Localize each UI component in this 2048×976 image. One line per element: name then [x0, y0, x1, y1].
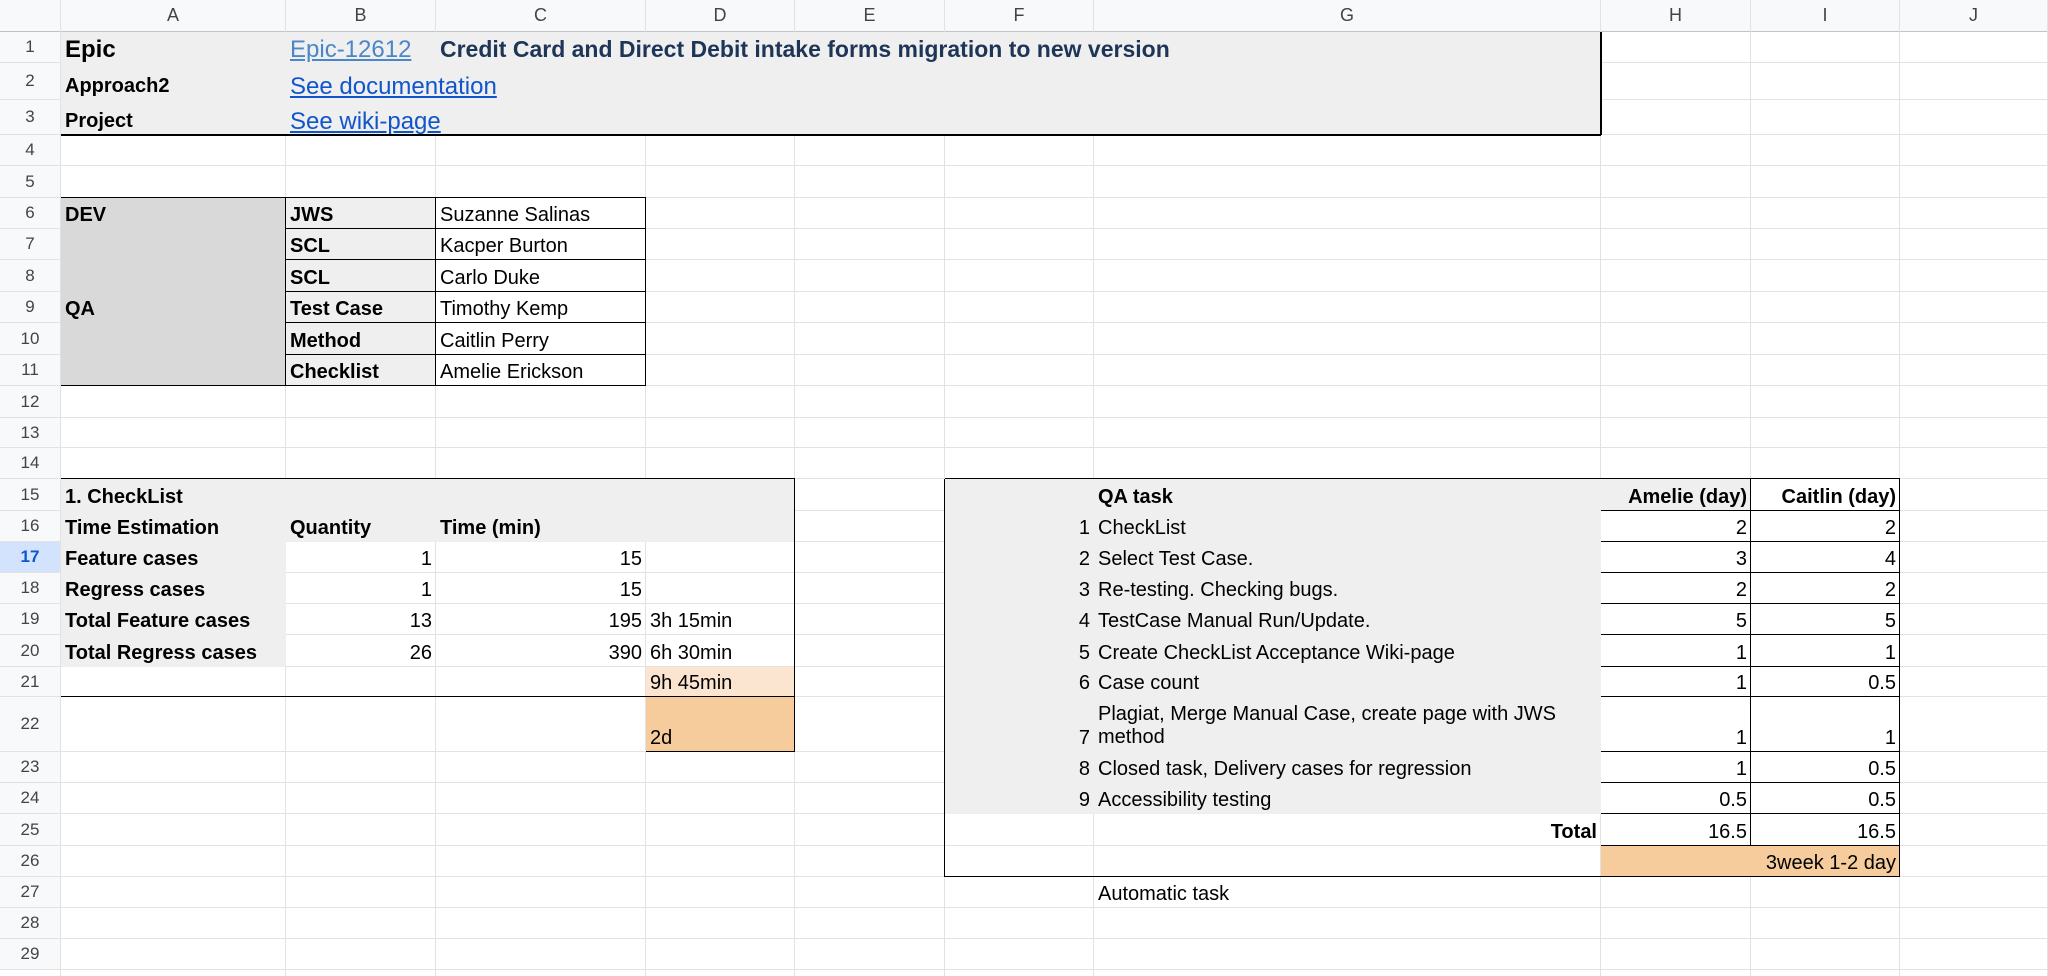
row-header-21[interactable]: 21 [0, 667, 61, 697]
project-label: Project [65, 110, 133, 132]
amelie-days: 1 [1735, 727, 1747, 749]
row-header-15[interactable]: 15 [0, 479, 61, 511]
row-header-16[interactable]: 16 [0, 511, 61, 542]
epic-link[interactable]: Epic-12612 [290, 36, 412, 63]
row-header-17[interactable]: 17 [0, 542, 61, 573]
row-header-18[interactable]: 18 [0, 573, 61, 604]
team-role: JWS [290, 204, 334, 226]
column-header-f[interactable]: F [945, 0, 1094, 32]
row-header-27[interactable]: 27 [0, 877, 61, 908]
checklist-title: 1. CheckList [65, 486, 183, 508]
amelie-days: 1 [1735, 758, 1747, 780]
amelie-days: 2 [1735, 579, 1747, 601]
row-header-3[interactable]: 3 [0, 100, 61, 135]
row-header-13[interactable]: 13 [0, 418, 61, 448]
qa-task-number: 1 [1078, 517, 1090, 539]
qa-task-number: 7 [1078, 727, 1090, 749]
checklist-quantity: 26 [409, 642, 432, 664]
qa-task-name: Select Test Case. [1098, 548, 1254, 570]
amelie-days: 1 [1735, 642, 1747, 664]
qa-total-label: Total [1550, 821, 1597, 843]
border-line [61, 385, 286, 386]
row-header-6[interactable]: 6 [0, 198, 61, 229]
qa-summary: 3week 1-2 day [1765, 852, 1896, 874]
caitlin-days: 1 [1884, 727, 1896, 749]
column-header-d[interactable]: D [646, 0, 795, 32]
checklist-row-label: Total Feature cases [65, 610, 251, 632]
gridline-horizontal [0, 417, 2048, 418]
column-header-c[interactable]: C [436, 0, 646, 32]
amelie-days: 2 [1735, 517, 1747, 539]
column-header-e[interactable]: E [795, 0, 945, 32]
checklist-time-note: 3h 15min [650, 610, 733, 632]
qa-task-header: QA task [1098, 486, 1173, 508]
amelie-days: 0.5 [1719, 789, 1747, 811]
column-header-a[interactable]: A [61, 0, 286, 32]
row-header-26[interactable]: 26 [0, 846, 61, 877]
qa-task-number: 9 [1078, 789, 1090, 811]
qa-task-name: Create CheckList Acceptance Wiki-page [1098, 642, 1455, 664]
qa-task-name: TestCase Manual Run/Update. [1098, 610, 1371, 632]
amelie-days: 5 [1735, 610, 1747, 632]
amelie-days: 1 [1735, 672, 1747, 694]
gridline-horizontal [0, 907, 2048, 908]
team-role: Checklist [290, 361, 379, 383]
team-member-name: Timothy Kemp [440, 298, 569, 320]
checklist-row-label: Total Regress cases [65, 642, 257, 664]
column-header-b[interactable]: B [286, 0, 436, 32]
qa-task-name: Closed task, Delivery cases for regression [1098, 758, 1472, 780]
select-all-corner[interactable] [0, 0, 61, 32]
qa-task-name: Re-testing. Checking bugs. [1098, 579, 1339, 601]
checklist-total-time: 9h 45min [650, 672, 733, 694]
row-header-10[interactable]: 10 [0, 323, 61, 355]
caitlin-header: Caitlin (day) [1781, 486, 1896, 508]
qa-task-number: 2 [1078, 548, 1090, 570]
row-header-5[interactable]: 5 [0, 166, 61, 198]
gridline-horizontal [0, 938, 2048, 939]
qa-task-number: 5 [1078, 642, 1090, 664]
team-role: Test Case [290, 298, 384, 320]
row-header-29[interactable]: 29 [0, 939, 61, 970]
caitlin-days: 0.5 [1868, 789, 1896, 811]
row-header-28[interactable]: 28 [0, 908, 61, 939]
row-header-4[interactable]: 4 [0, 135, 61, 166]
row-header-8[interactable]: 8 [0, 260, 61, 292]
wiki-page-link[interactable]: See wiki-page [290, 108, 441, 135]
checklist-time: 390 [608, 642, 642, 664]
team-member-name: Suzanne Salinas [440, 204, 591, 226]
row-header-19[interactable]: 19 [0, 604, 61, 635]
checklist-time: 15 [619, 548, 642, 570]
automatic-task-note: Automatic task [1098, 883, 1230, 905]
qa-task-name: Accessibility testing [1098, 789, 1272, 811]
row-header-24[interactable]: 24 [0, 783, 61, 814]
team-member-name: Kacper Burton [440, 235, 568, 257]
caitlin-days: 2 [1884, 579, 1896, 601]
checklist-quantity: 1 [420, 579, 432, 601]
checklist-total-days: 2d [650, 727, 673, 749]
amelie-total: 16.5 [1708, 821, 1747, 843]
row-header-22[interactable]: 22 [0, 697, 61, 752]
amelie-days: 3 [1735, 548, 1747, 570]
qa-task-number: 6 [1078, 672, 1090, 694]
column-header-i[interactable]: I [1751, 0, 1900, 32]
checklist-time-note: 6h 30min [650, 642, 733, 664]
caitlin-total: 16.5 [1857, 821, 1896, 843]
caitlin-days: 1 [1884, 642, 1896, 664]
row-header-23[interactable]: 23 [0, 752, 61, 783]
checklist-time-note [646, 573, 795, 604]
dev-label: DEV [65, 204, 107, 226]
team-member-name: Carlo Duke [440, 267, 541, 289]
checklist-quantity: 13 [409, 610, 432, 632]
checklist-time: 15 [619, 579, 642, 601]
checklist-header: Time (min) [440, 517, 541, 539]
team-role: SCL [290, 235, 330, 257]
row-header-1[interactable]: 1 [0, 32, 61, 63]
documentation-link[interactable]: See documentation [290, 73, 497, 100]
gridline-horizontal [0, 165, 2048, 166]
approach-label: Approach2 [65, 75, 170, 97]
row-header-2[interactable]: 2 [0, 63, 61, 100]
checklist-time-note [646, 542, 795, 573]
qa-task-number: 8 [1078, 758, 1090, 780]
qa-task-name: CheckList [1098, 517, 1186, 539]
epic-label: Epic [65, 36, 116, 63]
checklist-row-label: Feature cases [65, 548, 199, 570]
gridline-horizontal [0, 969, 2048, 970]
team-role: SCL [290, 267, 330, 289]
row-header-20[interactable]: 20 [0, 635, 61, 667]
caitlin-days: 4 [1884, 548, 1896, 570]
checklist-quantity: 1 [420, 548, 432, 570]
checklist-header: Quantity [290, 517, 372, 539]
caitlin-days: 0.5 [1868, 758, 1896, 780]
row-header-9[interactable]: 9 [0, 292, 61, 323]
team-member-name: Amelie Erickson [440, 361, 584, 383]
qa-task-name: Case count [1098, 672, 1200, 694]
column-header-h[interactable]: H [1601, 0, 1751, 32]
column-header-g[interactable]: G [1094, 0, 1601, 32]
row-header-11[interactable]: 11 [0, 355, 61, 386]
qa-task-number: 4 [1078, 610, 1090, 632]
row-header-7[interactable]: 7 [0, 229, 61, 260]
checklist-header: Time Estimation [65, 517, 220, 539]
epic-title: Credit Card and Direct Debit intake forms migration to new version [440, 36, 1170, 62]
qa-label: QA [65, 298, 95, 320]
row-header-12[interactable]: 12 [0, 386, 61, 418]
checklist-row-label: Regress cases [65, 579, 206, 601]
qa-task-name: Plagiat, Merge Manual Case, create page with JWS method [1098, 703, 1556, 748]
team-member-name: Caitlin Perry [440, 330, 549, 352]
checklist-time: 195 [608, 610, 642, 632]
amelie-header: Amelie (day) [1628, 486, 1747, 508]
row-header-14[interactable]: 14 [0, 448, 61, 479]
team-role: Method [290, 330, 362, 352]
row-header-25[interactable]: 25 [0, 814, 61, 846]
caitlin-days: 2 [1884, 517, 1896, 539]
qa-task-number: 3 [1078, 579, 1090, 601]
caitlin-days: 5 [1884, 610, 1896, 632]
column-header-j[interactable]: J [1900, 0, 2048, 32]
gridline-horizontal [0, 447, 2048, 448]
caitlin-days: 0.5 [1868, 672, 1896, 694]
